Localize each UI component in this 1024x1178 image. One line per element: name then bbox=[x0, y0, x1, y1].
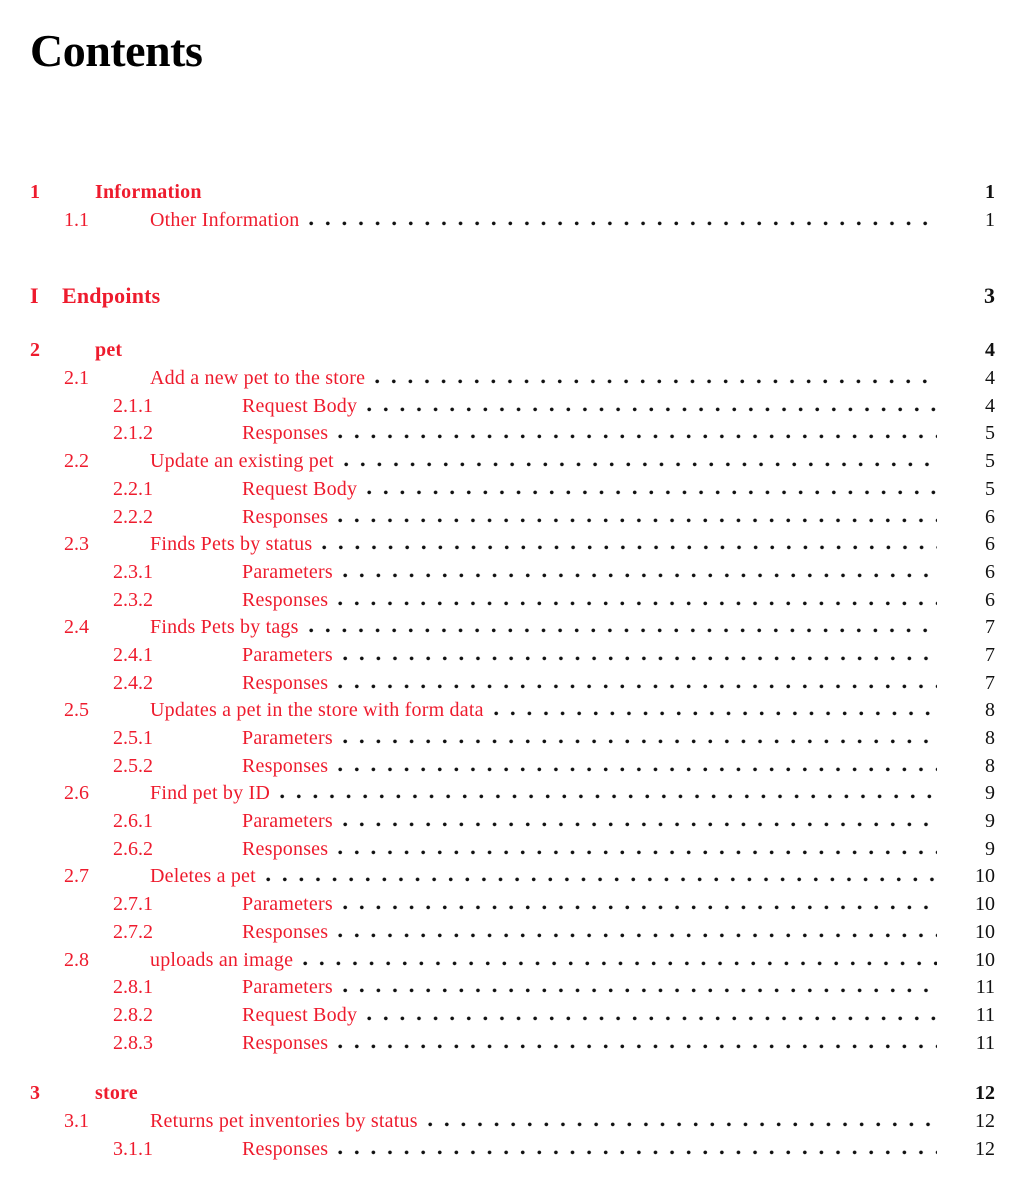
toc-entry-label[interactable]: Parameters bbox=[242, 976, 333, 999]
toc-entry-number[interactable]: 2.5.1 bbox=[113, 727, 153, 749]
page-title: Contents bbox=[30, 25, 203, 76]
toc-entry-number[interactable]: 2.6.2 bbox=[113, 837, 153, 860]
toc-entry-number[interactable]: I bbox=[30, 283, 39, 309]
toc-entry-label[interactable]: Parameters bbox=[242, 727, 333, 749]
toc-entry-label[interactable]: Parameters bbox=[242, 893, 333, 916]
toc-entry-2[interactable] bbox=[0, 339, 995, 367]
toc-entry-2-6-1[interactable] bbox=[0, 810, 995, 838]
toc-entry-label[interactable]: Endpoints bbox=[62, 283, 161, 309]
toc-entry-label[interactable]: Returns pet inventories by status bbox=[150, 1109, 418, 1132]
toc-entry-2-8[interactable] bbox=[0, 949, 995, 977]
dot-leader bbox=[343, 656, 937, 661]
toc-entry-2-2-2[interactable] bbox=[0, 506, 995, 534]
toc-entry-number[interactable]: 3.1 bbox=[64, 1109, 89, 1132]
toc-entry-label[interactable]: Responses bbox=[242, 505, 329, 528]
toc-entry-number[interactable]: 2.4.2 bbox=[113, 671, 153, 694]
toc-entry-number[interactable]: 2.2.1 bbox=[113, 477, 153, 500]
toc-entry-page[interactable]: 7 bbox=[985, 616, 995, 639]
toc-entry-page[interactable]: 7 bbox=[985, 671, 995, 694]
dot-leader bbox=[343, 905, 937, 910]
dot-leader bbox=[170, 298, 937, 303]
toc-entry-label[interactable]: Updates a pet in the store with form data bbox=[150, 699, 484, 722]
dot-leader bbox=[428, 1122, 937, 1127]
toc-entry-label[interactable]: Finds Pets by tags bbox=[150, 616, 299, 639]
dot-leader bbox=[338, 518, 937, 523]
toc-entry-page[interactable]: 12 bbox=[975, 1082, 995, 1105]
toc-entry-number[interactable]: 2.6.1 bbox=[113, 810, 153, 833]
toc-entry-number[interactable]: 2.8 bbox=[64, 948, 89, 971]
toc-entry-label[interactable]: Responses bbox=[242, 920, 329, 943]
toc-entry-label[interactable]: Other Information bbox=[150, 208, 300, 231]
toc-entry-page[interactable]: 3 bbox=[984, 283, 995, 309]
toc-entry-3-1[interactable] bbox=[0, 1110, 995, 1138]
toc-entry-number[interactable]: 2.5 bbox=[64, 699, 89, 722]
toc-entry-number[interactable]: 2.8.3 bbox=[113, 1031, 153, 1054]
toc-entry-page[interactable]: 11 bbox=[975, 1003, 995, 1026]
dot-leader bbox=[322, 545, 937, 550]
toc-entry-number[interactable]: 2.3.2 bbox=[113, 588, 153, 611]
toc-entry-page[interactable]: 12 bbox=[975, 1109, 995, 1132]
toc-entry-2-5-1[interactable] bbox=[0, 727, 995, 755]
toc-entry-number[interactable]: 2.3 bbox=[64, 533, 89, 556]
toc-entry-label[interactable]: Responses bbox=[242, 837, 329, 860]
toc-entry-2-3-2[interactable] bbox=[0, 589, 995, 617]
toc-entry-page[interactable]: 5 bbox=[985, 422, 995, 445]
toc-entry-2-8-2[interactable] bbox=[0, 1004, 995, 1032]
toc-entry-2-2-1[interactable] bbox=[0, 478, 995, 506]
toc-entry-2-1[interactable] bbox=[0, 367, 995, 395]
toc-entry-page[interactable]: 9 bbox=[985, 810, 995, 833]
toc-entry-number[interactable]: 2 bbox=[30, 339, 40, 362]
toc-entry-number[interactable]: 2.7 bbox=[64, 865, 89, 888]
toc-entry-2-3[interactable] bbox=[0, 533, 995, 561]
toc-entry-label[interactable]: Parameters bbox=[242, 643, 333, 666]
dot-leader bbox=[343, 822, 937, 827]
toc-entry-2-7[interactable] bbox=[0, 865, 995, 893]
toc-entry-label[interactable]: Responses bbox=[242, 422, 329, 445]
toc-entry-page[interactable]: 12 bbox=[975, 1137, 995, 1160]
toc-entry-page[interactable]: 11 bbox=[975, 976, 995, 999]
dot-leader bbox=[338, 1044, 937, 1049]
toc-entry-number[interactable]: 2.4.1 bbox=[113, 643, 153, 666]
toc-entry-1-1[interactable] bbox=[0, 209, 995, 237]
toc-entry-page[interactable]: 4 bbox=[985, 367, 995, 390]
dot-leader bbox=[338, 933, 937, 938]
dot-leader bbox=[494, 711, 937, 716]
toc-entry-page[interactable]: 10 bbox=[975, 893, 995, 916]
dot-leader bbox=[338, 1150, 937, 1155]
toc-entry-label[interactable]: Find pet by ID bbox=[150, 782, 271, 805]
toc-entry-2-6[interactable] bbox=[0, 782, 995, 810]
toc-entry-page[interactable]: 8 bbox=[985, 754, 995, 777]
dot-leader bbox=[148, 1094, 937, 1099]
dot-leader bbox=[338, 434, 937, 439]
toc-entry-number[interactable]: 3 bbox=[30, 1082, 40, 1105]
toc-entry-page[interactable]: 4 bbox=[985, 394, 995, 417]
dot-leader bbox=[303, 961, 937, 966]
toc-entry-1[interactable] bbox=[0, 181, 995, 209]
dot-leader bbox=[367, 490, 937, 495]
toc-entry-number[interactable]: 2.8.2 bbox=[113, 1003, 153, 1026]
dot-leader bbox=[338, 850, 937, 855]
toc-entry-number[interactable]: 2.2 bbox=[64, 450, 89, 473]
toc-entry-label[interactable]: Request Body bbox=[242, 1003, 358, 1026]
toc-entry-page[interactable]: 10 bbox=[975, 865, 995, 888]
toc-entry-page[interactable]: 11 bbox=[975, 1031, 995, 1054]
dot-leader bbox=[344, 462, 937, 467]
toc-entry-label[interactable]: Responses bbox=[242, 588, 329, 611]
toc-entry-2-4[interactable] bbox=[0, 616, 995, 644]
toc-entry-page[interactable]: 6 bbox=[985, 560, 995, 583]
toc-entry-2-6-2[interactable] bbox=[0, 838, 995, 866]
dot-leader bbox=[212, 193, 937, 198]
toc-entry-number[interactable]: 2.8.1 bbox=[113, 976, 153, 999]
toc-entry-number[interactable]: 2.7.1 bbox=[113, 893, 153, 916]
dot-leader bbox=[343, 988, 937, 993]
toc-entry-label[interactable]: Finds Pets by status bbox=[150, 533, 313, 556]
toc-entry-I[interactable] bbox=[0, 283, 995, 313]
dot-leader bbox=[266, 877, 937, 882]
toc-entry-2-5-2[interactable] bbox=[0, 755, 995, 783]
toc-entry-2-1-1[interactable] bbox=[0, 395, 995, 423]
toc-entry-2-8-1[interactable] bbox=[0, 976, 995, 1004]
toc-entry-page[interactable]: 8 bbox=[985, 727, 995, 749]
toc-entry-label[interactable]: Update an existing pet bbox=[150, 450, 334, 473]
toc-entry-page[interactable]: 1 bbox=[985, 181, 995, 203]
toc-entry-number[interactable]: 1.1 bbox=[64, 208, 89, 231]
toc-entry-label[interactable]: store bbox=[95, 1082, 138, 1105]
toc-entry-label[interactable]: Add a new pet to the store bbox=[150, 367, 366, 390]
toc-entry-page[interactable]: 6 bbox=[985, 588, 995, 611]
toc-entry-number[interactable]: 1 bbox=[30, 181, 40, 203]
toc-entry-2-2[interactable] bbox=[0, 450, 995, 478]
toc-entry-number[interactable]: 2.3.1 bbox=[113, 560, 153, 583]
toc-entry-page[interactable]: 8 bbox=[985, 699, 995, 722]
toc-entry-label[interactable]: Responses bbox=[242, 1031, 329, 1054]
toc-entry-2-1-2[interactable] bbox=[0, 422, 995, 450]
dot-leader bbox=[132, 351, 937, 356]
dot-leader bbox=[280, 794, 937, 799]
toc-entry-number[interactable]: 3.1.1 bbox=[113, 1137, 153, 1160]
toc-entry-number[interactable]: 2.7.2 bbox=[113, 920, 153, 943]
toc-entry-2-3-1[interactable] bbox=[0, 561, 995, 589]
dot-leader bbox=[309, 628, 937, 633]
toc-entry-page[interactable]: 4 bbox=[985, 339, 995, 362]
toc-entry-number[interactable]: 2.1.2 bbox=[113, 422, 153, 445]
toc-entry-3-1-1[interactable] bbox=[0, 1138, 995, 1166]
toc-entry-page[interactable]: 9 bbox=[985, 837, 995, 860]
dot-leader bbox=[338, 684, 937, 689]
dot-leader bbox=[343, 739, 937, 744]
toc-entry-page[interactable]: 5 bbox=[985, 450, 995, 473]
toc-entry-2-4-1[interactable] bbox=[0, 644, 995, 672]
toc-entry-page[interactable]: 5 bbox=[985, 477, 995, 500]
toc-entry-2-7-1[interactable] bbox=[0, 893, 995, 921]
dot-leader bbox=[338, 767, 937, 772]
toc-entry-number[interactable]: 2.4 bbox=[64, 616, 89, 639]
toc-entry-number[interactable]: 2.5.2 bbox=[113, 754, 153, 777]
toc-entry-label[interactable]: Information bbox=[95, 181, 202, 203]
toc-entry-label[interactable]: Responses bbox=[242, 1137, 329, 1160]
toc-entry-label[interactable]: Deletes a pet bbox=[150, 865, 256, 888]
toc-entry-label[interactable]: Parameters bbox=[242, 810, 333, 833]
toc-entry-label[interactable]: uploads an image bbox=[150, 948, 294, 971]
toc-entry-label[interactable]: Responses bbox=[242, 671, 329, 694]
toc-entry-page[interactable]: 10 bbox=[975, 920, 995, 943]
toc-entry-page[interactable]: 9 bbox=[985, 782, 995, 805]
toc-entry-label[interactable]: Responses bbox=[242, 754, 329, 777]
toc-entry-label[interactable]: Request Body bbox=[242, 477, 358, 500]
dot-leader bbox=[338, 601, 937, 606]
toc-entry-page[interactable]: 1 bbox=[985, 208, 995, 231]
toc-entry-3[interactable] bbox=[0, 1082, 995, 1110]
dot-leader bbox=[375, 379, 937, 384]
toc-entry-number[interactable]: 2.6 bbox=[64, 782, 89, 805]
toc-entry-2-5[interactable] bbox=[0, 699, 995, 727]
dot-leader bbox=[309, 221, 937, 226]
toc-entry-2-7-2[interactable] bbox=[0, 921, 995, 949]
toc-entry-2-4-2[interactable] bbox=[0, 672, 995, 700]
toc-entry-label[interactable]: Request Body bbox=[242, 394, 358, 417]
dot-leader bbox=[367, 407, 937, 412]
toc-entry-number[interactable]: 2.1 bbox=[64, 367, 89, 390]
dot-leader bbox=[343, 573, 937, 578]
dot-leader bbox=[367, 1016, 937, 1021]
toc-entry-page[interactable]: 7 bbox=[985, 643, 995, 666]
toc-entry-page[interactable]: 10 bbox=[975, 948, 995, 971]
toc-entry-label[interactable]: Parameters bbox=[242, 560, 333, 583]
toc-entry-2-8-3[interactable] bbox=[0, 1032, 995, 1060]
toc-entry-page[interactable]: 6 bbox=[985, 505, 995, 528]
toc-entry-number[interactable]: 2.2.2 bbox=[113, 505, 153, 528]
toc-entry-page[interactable]: 6 bbox=[985, 533, 995, 556]
toc-entry-number[interactable]: 2.1.1 bbox=[113, 394, 153, 417]
toc-entry-label[interactable]: pet bbox=[95, 339, 123, 362]
table-of-contents bbox=[0, 181, 1024, 1165]
